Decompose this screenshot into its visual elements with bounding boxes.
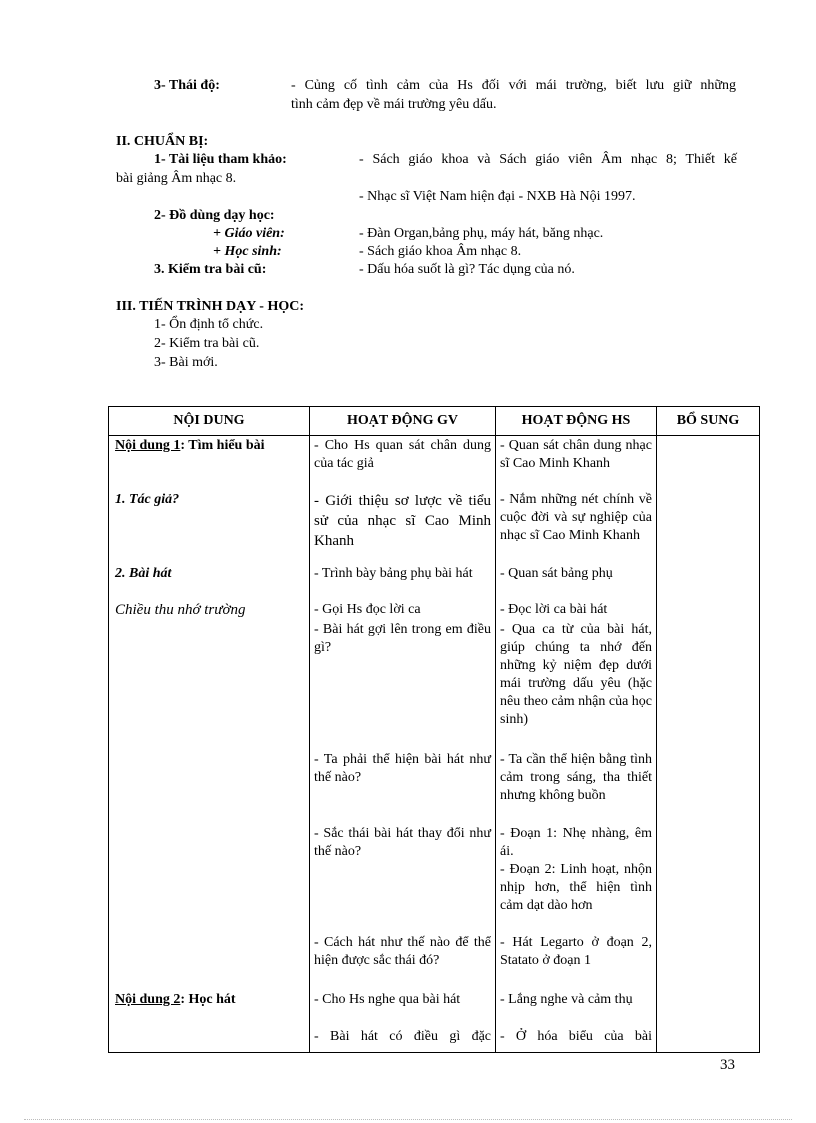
teacher-activity: - Bài hát có điều gì đặc xyxy=(314,1029,491,1044)
section2-heading: II. CHUẨN BỊ: xyxy=(116,134,209,149)
page-footer-divider xyxy=(24,1119,792,1120)
section3-heading: III. TIẾN TRÌNH DẠY - HỌC: xyxy=(116,299,304,314)
student-activity: - Qua ca từ của bài hát, giúp chúng ta nhớ đến những kỷ niệm đẹp dưới mái trường dấu yêu (hặc nêu theo cảm nhận của học sinh) xyxy=(500,622,652,727)
teacher-value: - Đàn Organ,bảng phụ, máy hát, băng nhạc. xyxy=(359,226,604,241)
content-item: Nội dung 1: Tìm hiểu bài xyxy=(115,438,265,453)
check-value: - Dấu hóa suốt là gì? Tác dụng của nó. xyxy=(359,262,575,277)
table-row xyxy=(109,436,760,1053)
reference-line2: - Nhạc sĩ Việt Nam hiện đại - NXB Hà Nội 1997. xyxy=(359,189,636,204)
teacher-activity: - Cho Hs nghe qua bài hát xyxy=(314,992,461,1007)
page-number: 33 xyxy=(720,1057,735,1073)
lesson-table xyxy=(108,406,760,1053)
teacher-activity: - Cách hát như thế nào để thể hiện được sắc thái đó? xyxy=(314,935,491,968)
reference-label: 1- Tài liệu tham khảo: xyxy=(154,152,287,167)
table-header-row xyxy=(109,407,760,436)
header-content: NỘI DUNG xyxy=(109,407,310,436)
attitude-text-line2: tình cảm đẹp về mái trường yêu dấu. xyxy=(291,97,497,112)
student-activity: - Đọc lời ca bài hát xyxy=(500,602,608,617)
student-activity: - Ta cần thể hiện bằng tình cảm trong sáng, tha thiết nhưng không buồn xyxy=(500,752,652,803)
content-column xyxy=(109,436,310,1053)
student-activity: - Nắm những nét chính về cuộc đời và sự nghiệp của nhạc sĩ Cao Minh Khanh xyxy=(500,492,652,543)
step-item: 1- Ổn định tổ chức. xyxy=(154,317,264,332)
step-item: 3- Bài mới. xyxy=(154,355,218,370)
student-activity: - Ở hóa biểu của bài xyxy=(500,1029,652,1044)
content-item: 2. Bài hát xyxy=(115,566,172,581)
student-activity-column xyxy=(496,436,657,1053)
teacher-label: + Giáo viên: xyxy=(213,226,285,241)
student-activity: - Đoạn 2: Linh hoạt, nhộn nhịp hơn, thể hiện tình cảm dạt dào hơn xyxy=(500,862,652,913)
content-item: 1. Tác giả? xyxy=(115,492,180,507)
header-supplement: BỔ SUNG xyxy=(657,407,760,436)
teacher-activity-column xyxy=(310,436,496,1053)
teacher-activity: - Ta phải thể hiện bài hát như thế nào? xyxy=(314,752,491,785)
song-title: Chiều thu nhớ trường xyxy=(115,602,246,618)
step-item: 2- Kiểm tra bài cũ. xyxy=(154,336,260,351)
attitude-text-line1: - Củng cố tình cảm của Hs đối với mái trường, biết lưu giữ những xyxy=(291,78,736,93)
teacher-activity: - Trình bày bảng phụ bài hát xyxy=(314,566,473,581)
reference-line1-continued: bài giảng Âm nhạc 8. xyxy=(116,171,237,186)
check-label: 3. Kiểm tra bài cũ: xyxy=(154,262,267,277)
student-label: + Học sinh: xyxy=(213,244,282,259)
student-activity: - Hát Legarto ở đoạn 2, Statato ở đoạn 1 xyxy=(500,935,652,968)
teacher-activity: - Bài hát gợi lên trong em điều gì? xyxy=(314,622,491,655)
student-value: - Sách giáo khoa Âm nhạc 8. xyxy=(359,244,522,259)
header-student-activity: HOẠT ĐỘNG HS xyxy=(496,407,657,436)
teacher-activity: - Sắc thái bài hát thay đổi như thế nào? xyxy=(314,826,491,859)
teacher-activity: - Gọi Hs đọc lời ca xyxy=(314,602,421,617)
teacher-activity: - Giới thiệu sơ lược về tiểu sử của nhạc sĩ Cao Minh Khanh xyxy=(314,493,491,549)
student-activity: - Quan sát chân dung nhạc sĩ Cao Minh Khanh xyxy=(500,438,652,471)
tools-label: 2- Đồ dùng dạy học: xyxy=(154,208,275,223)
header-teacher-activity: HOẠT ĐỘNG GV xyxy=(310,407,496,436)
attitude-label: 3- Thái độ: xyxy=(154,78,220,93)
content-item: Nội dung 2: Học hát xyxy=(115,992,236,1007)
student-activity: - Đoạn 1: Nhẹ nhàng, êm ái. xyxy=(500,826,652,859)
student-activity: - Quan sát bảng phụ xyxy=(500,566,613,581)
supplement-column xyxy=(657,436,760,1053)
reference-line1: - Sách giáo khoa và Sách giáo viên Âm nhạc 8; Thiết kế xyxy=(359,152,737,167)
student-activity: - Lắng nghe và cảm thụ xyxy=(500,992,633,1007)
teacher-activity: - Cho Hs quan sát chân dung của tác giả xyxy=(314,438,491,471)
